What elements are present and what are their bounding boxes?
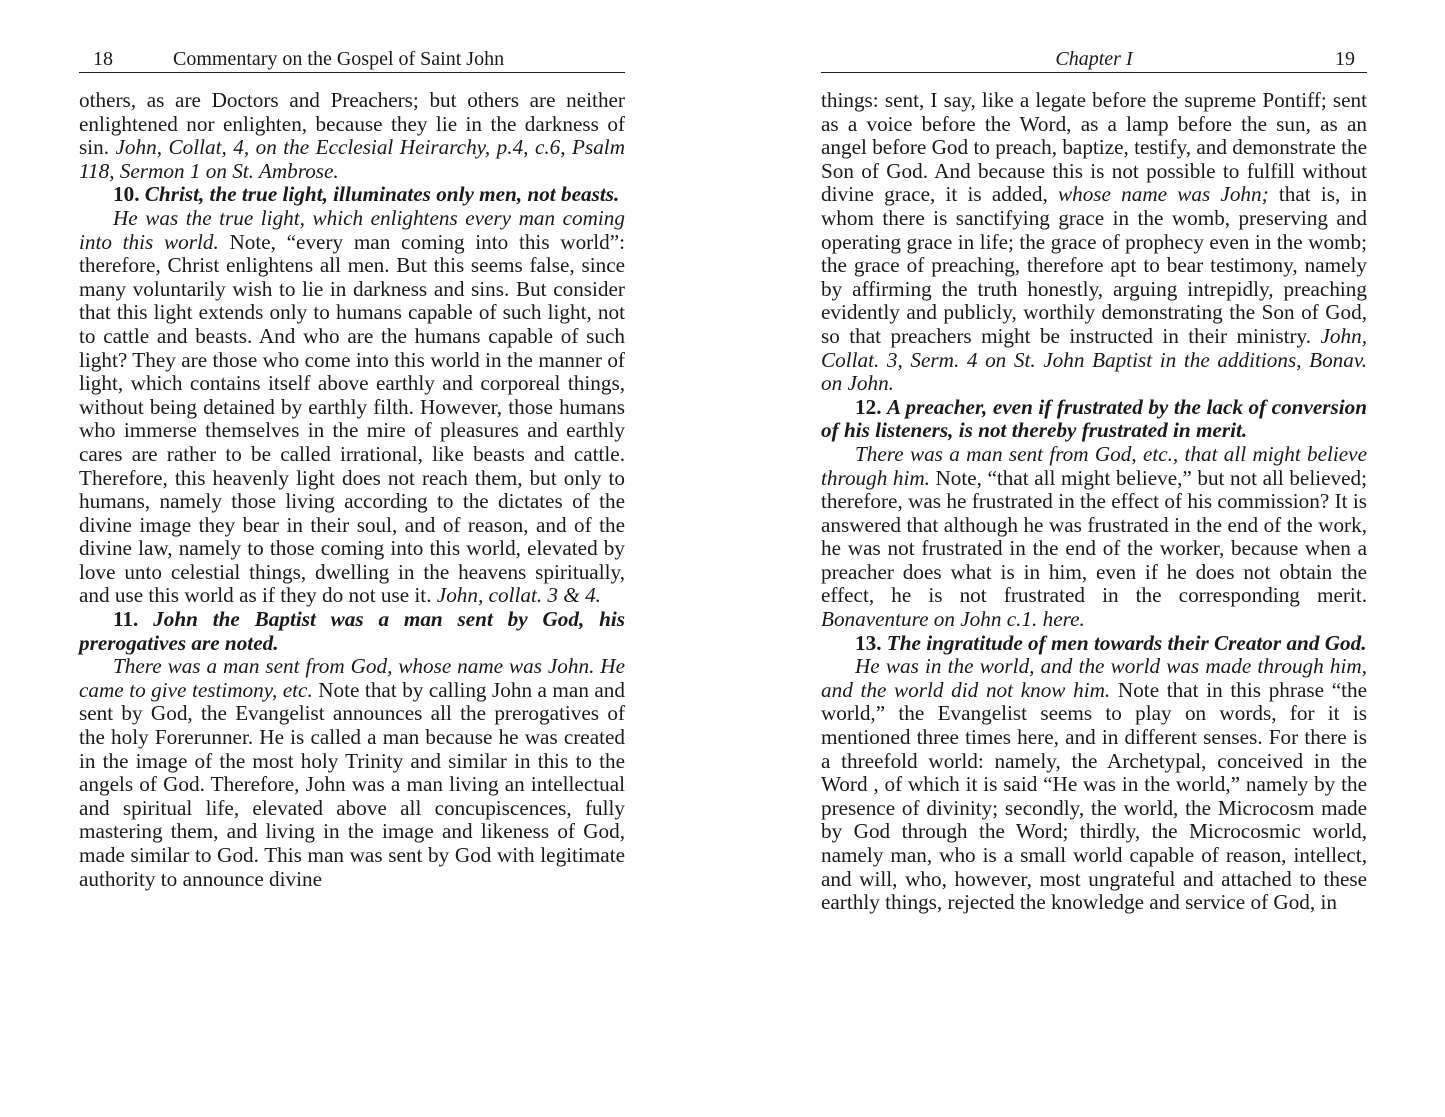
section-title: John the Baptist was a man sent by God, his prerogatives are noted. — [79, 607, 626, 655]
scripture-quote: There was a man sent from God, etc., that all might believe through him. — [821, 441, 1367, 490]
right-page — [821, 46, 1367, 915]
running-title: Chapter I — [1055, 48, 1133, 70]
right-page-body — [821, 89, 1367, 915]
paragraph — [821, 655, 1367, 915]
paragraph — [79, 89, 625, 183]
page-number: 19 — [1335, 48, 1355, 70]
right-page-header — [821, 46, 1367, 73]
section-title: The ingratitude of men towards their Creator and God. — [886, 630, 1367, 655]
section-number: 12. — [855, 394, 882, 419]
citation: Bonaventure on John c.1. here. — [821, 607, 1085, 632]
paragraph-text: Note, “every man coming into this world”: therefore, Christ enlightens all men. But this seems false, since many voluntarily wish to lie in darkness and sins. But consider that this light extends only to humans capable of such light, not to cattle and beasts. And who are the humans capable of such light? They are those who come into this world in the manner of light, which contains itself above earthly and corporeal things, without being detained by earthly filth. However, those humans who immerse themselves in the mire of pleasures and earthly cares are rather to be called irrational, like beasts and cattle. Therefore, this heavenly light does not reach them, but only to humans, namely those living according to the dictates of the divine image they bear in their soul, and of reason, and of the divine law, namely to those coming into this world, elevated by love unto celestial things, dwelling in the heavens spiritually, and use this world as if they do not use it. — [79, 229, 625, 608]
section-number: 10. — [113, 182, 140, 207]
paragraph — [821, 89, 1367, 396]
paragraph-text: Note that in this phrase “the world,” the Evangelist seems to play on words, for it is mentioned three times here, and in different senses. For there is a threefold world: namely, the Archetypal, conceived in the Word , of which it is said “He was in the world,” namely by the presence of divinity; secondly, the world, the Microcosm made by God through the Word; thirdly, the Microcosmic world, namely man, who is a small world capable of reason, intellect, and will, who, however, most ungrateful and attached to these earthly things, rejected the knowledge and service of God, in — [821, 677, 1367, 915]
left-page-body — [79, 89, 625, 891]
section-heading-12 — [821, 396, 1367, 443]
paragraph-text: Note, “that all might believe,” but not all believed; therefore, was he frustrated in the effect of his commission? It is answered that although he was frustrated in the end of the work, he was not frustrated in the end of the worker, because when a preacher does what is in him, even if he does not obtain the effect, he is not frustrated in the corresponding merit. — [821, 465, 1367, 608]
section-heading-11 — [79, 608, 625, 655]
scripture-quote: There was a man sent from God, whose name was John. He came to give testimony, etc. — [79, 654, 625, 702]
paragraph-text: things: sent, I say, like a legate before the supreme Pontiff; sent as a voice before the Word, as a lamp before the sun, as an angel before God to preach, baptize, testify, and demonstrate the Son of God. And because this is not possible to fulfill without divine grace, it is added, — [821, 88, 1367, 207]
section-heading-13 — [821, 632, 1367, 656]
paragraph — [79, 207, 625, 608]
section-title: Christ, the true light, illuminates only men, not beasts. — [144, 182, 620, 207]
section-heading-10 — [79, 183, 625, 207]
paragraph-text: Note that by calling John a man and sent by God, the Evangelist announces all the prerogatives of the holy Forerunner. He is called a man because he was created in the image of the most holy Trinity and similar in this to the angels of God. Therefore, John was a man living an intellectual and spiritual life, elevated above all concupiscences, fully mastering them, and living in the image and likeness of God, made similar to God. This man was sent by God with legitimate authority to announce divine — [79, 677, 625, 891]
citation: John, collat. 3 & 4. — [436, 583, 601, 608]
page-number: 18 — [93, 48, 113, 70]
section-title: A preacher, even if frustrated by the lack of conversion of his listeners, is not thereby frustrated in merit. — [821, 394, 1368, 443]
running-title: Commentary on the Gospel of Saint John — [173, 48, 505, 70]
scripture-quote: whose name was John; — [1057, 182, 1269, 207]
scripture-quote: He was the true light, which enlightens every man coming into this world. — [79, 205, 625, 254]
section-number: 11. — [113, 607, 139, 632]
scripture-quote: He was in the world, and the world was made through him, and the world did not know him. — [821, 654, 1367, 702]
section-number: 13. — [855, 630, 882, 655]
citation: John, Collat, 4, on the Ecclesial Heirarchy, p.4, c.6, Psalm 118, Sermon 1 on St. Ambrose. — [79, 135, 625, 183]
citation: John, Collat. 3, Serm. 4 on St. John Baptist in the additions, Bonav. on John. — [821, 323, 1367, 396]
left-page — [79, 46, 625, 891]
paragraph-text: that is, in whom there is sanctifying grace in the womb, preserving and operating grace in life; the grace of prophecy even in the womb; the grace of preaching, therefore apt to bear testimony, namely by affirming the truth honestly, arguing intrepidly, preaching evidently and publicly, worthily demonstrating the Son of God, so that preachers might be instructed in their ministry. — [821, 182, 1367, 348]
paragraph — [821, 443, 1367, 632]
paragraph — [79, 655, 625, 891]
paragraph-text: others, as are Doctors and Preachers; but others are neither enlightened nor enlighten, because they lie in the darkness of sin. — [79, 88, 625, 160]
left-page-header — [79, 46, 625, 73]
